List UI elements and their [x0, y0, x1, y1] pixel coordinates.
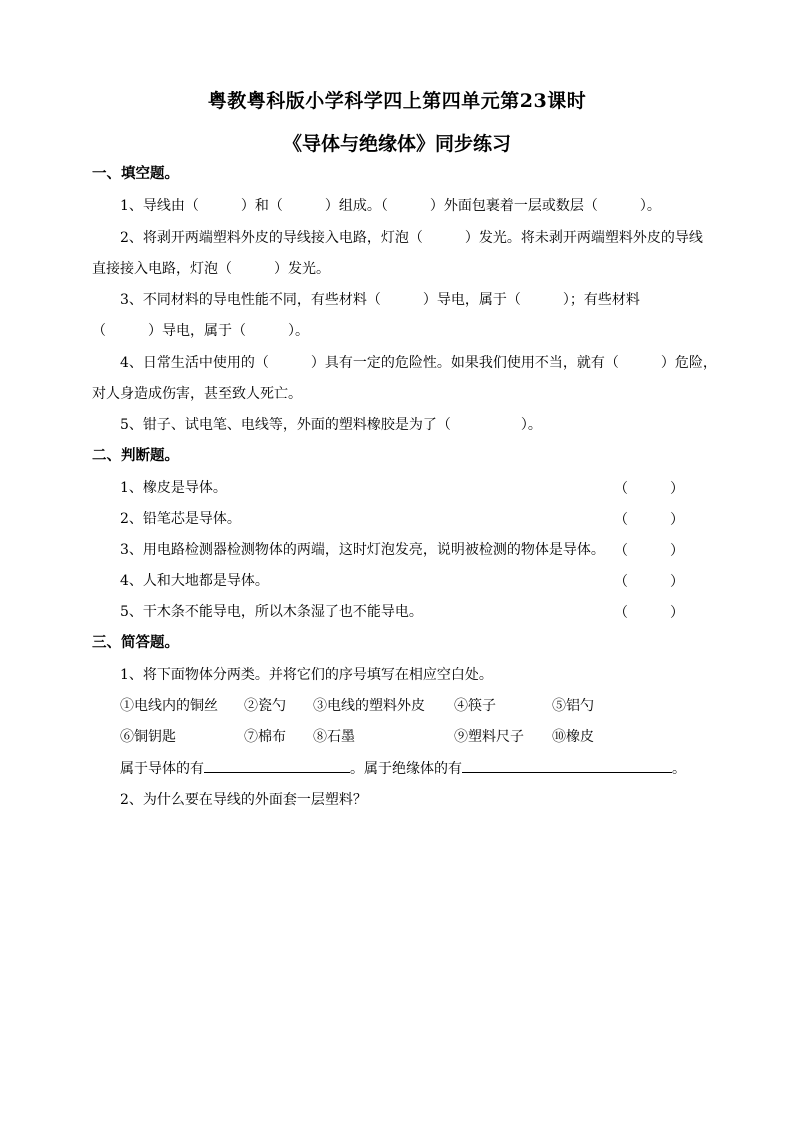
- question-1-1: 1、导线由（ ）和（ ）组成。（ ）外面包裹着一层或数层（ ）。: [120, 198, 661, 214]
- question-1-2-line1: 2、将剥开两端塑料外皮的导线接入电路，灯泡（ ）发光。将未剥开两端塑料外皮的导线: [120, 230, 703, 246]
- insulator-answer-blank[interactable]: [462, 758, 672, 773]
- tf-question-4: 4、人和大地都是导体。: [120, 573, 269, 589]
- object-item: ⑨塑料尺子: [454, 729, 524, 745]
- separator-period: 。: [350, 761, 364, 777]
- tf-question-2: 2、铅笔芯是导体。: [120, 511, 241, 527]
- object-item: ③电线的塑料外皮: [313, 698, 425, 714]
- tf-answer-2: （ ）: [614, 512, 684, 528]
- page-subtitle: 《导体与绝缘体》同步练习: [282, 133, 511, 155]
- tf-answer-5: （ ）: [614, 605, 684, 621]
- page-title: 粤教粤科版小学科学四上第四单元第23课时: [207, 90, 587, 112]
- question-1-5: 5、钳子、试电笔、电线等，外面的塑料橡胶是为了（ ）。: [120, 417, 542, 433]
- insulator-label: 属于绝缘体的有: [364, 761, 462, 777]
- object-item: ⑩橡皮: [552, 729, 594, 745]
- object-item: ①电线内的铜丝: [120, 698, 218, 714]
- object-item: ⑤铝勺: [552, 698, 594, 714]
- section-heading-fill-blank: 一、填空题。: [92, 165, 179, 182]
- short-question-2: 2、为什么要在导线的外面套一层塑料？: [120, 792, 367, 808]
- classification-line: [120, 758, 686, 779]
- tf-answer-4: （ ）: [614, 574, 684, 590]
- object-item: ⑥铜钥匙: [120, 729, 176, 745]
- object-item: ⑦棉布: [244, 729, 286, 745]
- tf-answer-1: （ ）: [614, 481, 684, 497]
- object-item: ②瓷勺: [244, 698, 286, 714]
- tf-question-1: 1、橡皮是导体。: [120, 480, 227, 496]
- object-item: ⑧石墨: [313, 729, 355, 745]
- conductor-answer-blank[interactable]: [204, 758, 350, 773]
- question-1-3-line2: （ ）导电，属于（ ）。: [92, 323, 309, 339]
- section-heading-short-answer: 三、简答题。: [92, 634, 179, 651]
- question-1-2-line2: 直接接入电路，灯泡（ ）发光。: [92, 261, 330, 277]
- end-period: 。: [672, 761, 686, 777]
- conductor-label: 属于导体的有: [120, 761, 204, 777]
- question-1-4-line1: 4、日常生活中使用的（ ）具有一定的危险性。如果我们使用不当，就有（ ）危险，: [120, 355, 717, 371]
- section-heading-true-false: 二、判断题。: [92, 447, 179, 464]
- object-item: ④筷子: [454, 698, 496, 714]
- question-1-4-line2: 对人身造成伤害，甚至致人死亡。: [92, 386, 302, 402]
- short-question-1: 1、将下面物体分两类。并将它们的序号填写在相应空白处。: [120, 667, 493, 683]
- tf-question-3: 3、用电路检测器检测物体的两端，这时灯泡发亮，说明被检测的物体是导体。: [120, 542, 605, 558]
- tf-question-5: 5、干木条不能导电，所以木条湿了也不能导电。: [120, 604, 423, 620]
- tf-answer-3: （ ）: [614, 543, 684, 559]
- question-1-3-line1: 3、不同材料的导电性能不同，有些材料（ ）导电，属于（ ）；有些材料: [120, 292, 640, 308]
